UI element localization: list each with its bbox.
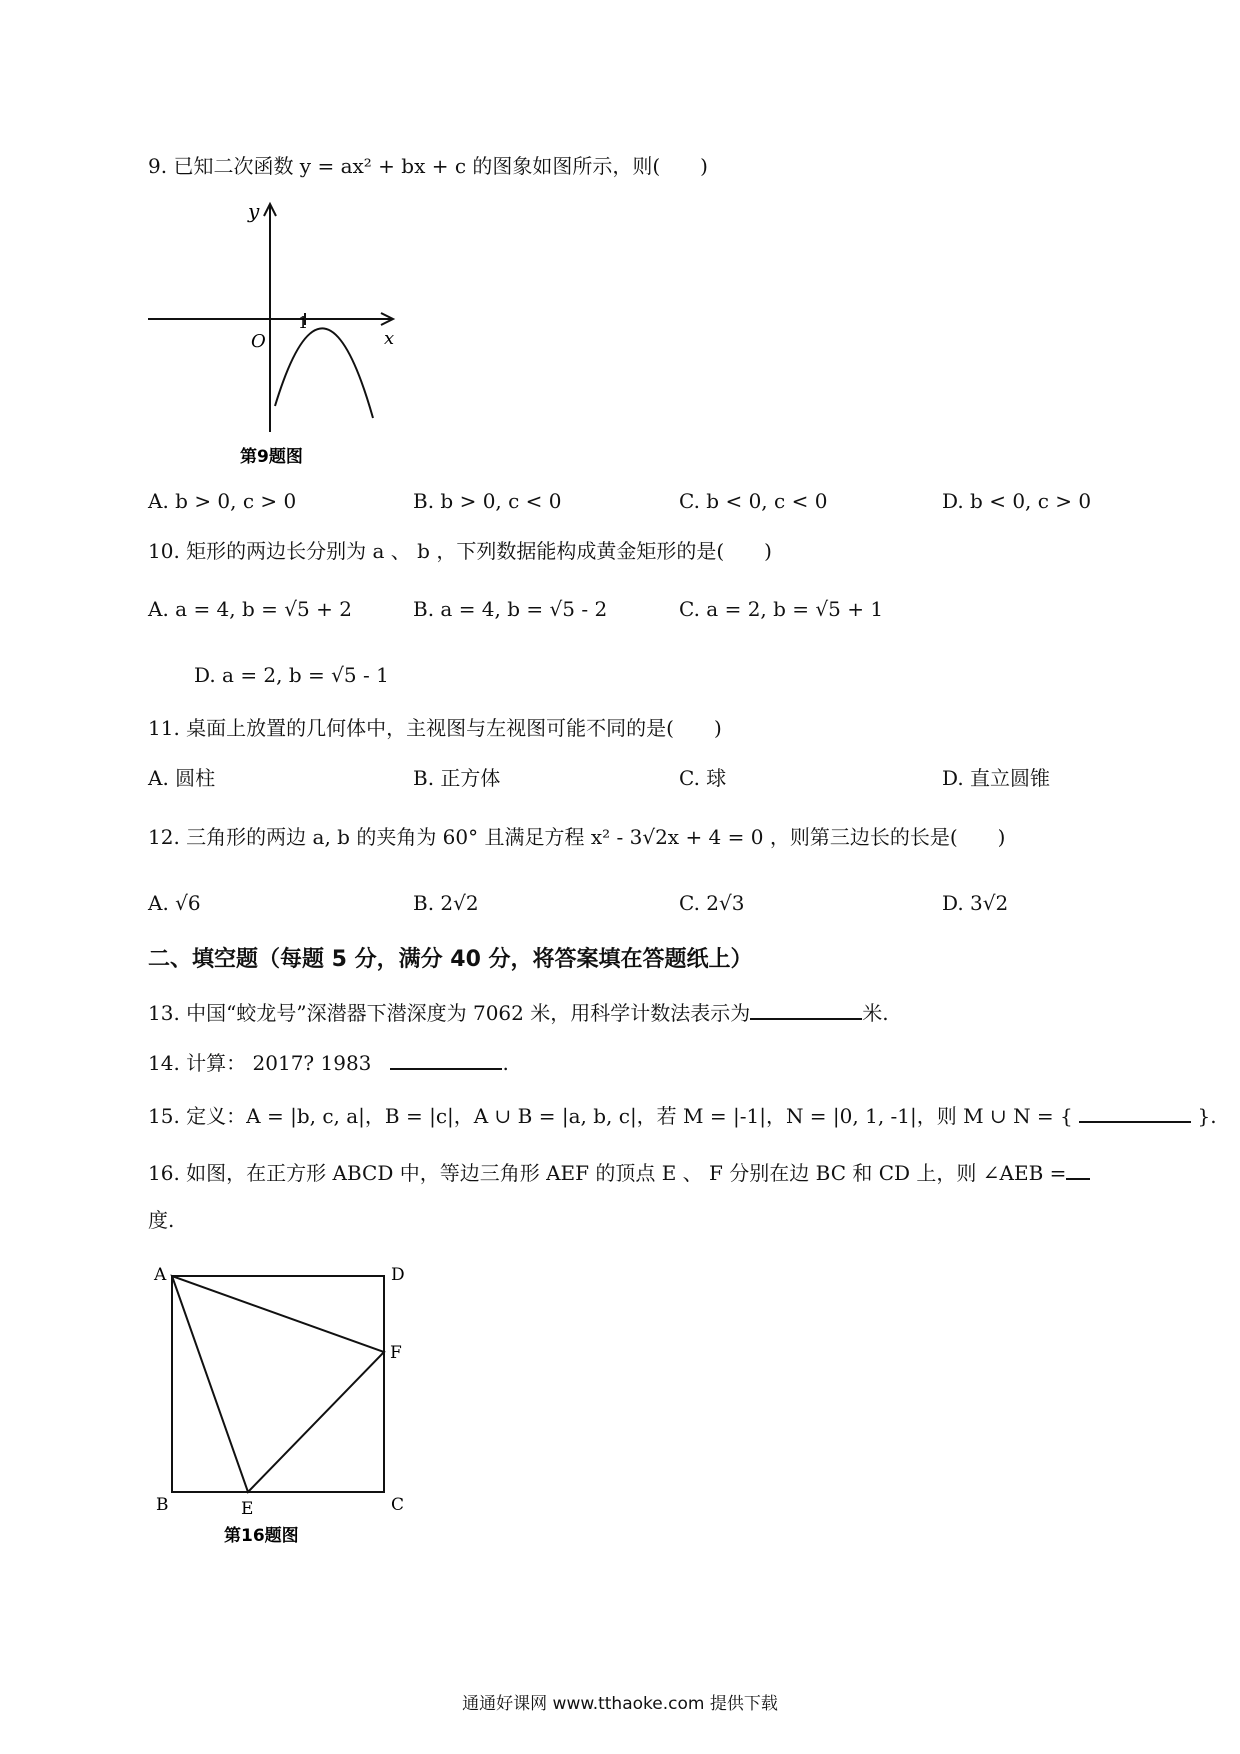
q11-option-b[interactable]: B. 正方体	[413, 766, 501, 790]
q13-answer-blank[interactable]	[750, 996, 862, 1020]
q15-text-after: }.	[1197, 1104, 1217, 1128]
q9-option-a[interactable]: A. b > 0, c > 0	[148, 489, 297, 513]
q16-figure-caption: 第16题图	[224, 1526, 299, 1546]
vertex-label-d: D	[391, 1265, 405, 1285]
q9-option-c[interactable]: C. b < 0, c < 0	[679, 489, 828, 513]
q10-option-d[interactable]: D. a = 2, b = √5 - 1	[194, 663, 389, 687]
q15-text-before: 15. 定义：A = |b, c, a|，B = |c|，A ∪ B = |a, b, c|，若 M = |-1|，N = |0, 1, -1|，则 M ∪ N = {	[148, 1104, 1073, 1128]
q13-text-before: 13. 中国“蛟龙号”深潜器下潜深度为 7062 米，用科学计数法表示为	[148, 1001, 751, 1025]
page-footer: 通通好课网 www.tthaoke.com 提供下载	[462, 1694, 778, 1714]
question-14	[148, 1046, 509, 1078]
q9-figure	[148, 200, 402, 470]
vertex-label-c: C	[391, 1495, 405, 1515]
question-11-stem: 11. 桌面上放置的几何体中，主视图与左视图可能不同的是( )	[148, 716, 722, 740]
question-16-line-2: 度.	[148, 1208, 175, 1232]
q9-option-d[interactable]: D. b < 0, c > 0	[942, 489, 1092, 513]
q11-option-a[interactable]: A. 圆柱	[148, 766, 216, 790]
q16-figure	[148, 1252, 410, 1552]
question-9-stem: 9. 已知二次函数 y = ax² + bx + c 的图象如图所示，则( )	[148, 154, 708, 178]
q16-answer-blank[interactable]	[1066, 1156, 1090, 1180]
y-axis-label: y	[248, 200, 260, 223]
question-12-stem: 12. 三角形的两边 a, b 的夹角为 60° 且满足方程 x² - 3√2x + 4 = 0 ，则第三边长的长是( )	[148, 825, 1006, 849]
q10-option-c[interactable]: C. a = 2, b = √5 + 1	[679, 597, 884, 621]
vertex-label-f: F	[390, 1343, 402, 1363]
q12-option-b[interactable]: B. 2√2	[413, 891, 479, 915]
q13-text-after: 米.	[862, 1001, 889, 1025]
vertex-label-b: B	[156, 1495, 169, 1515]
q9-figure-caption: 第9题图	[240, 447, 303, 467]
q14-text-before: 14. 计算： 2017? 1983	[148, 1051, 372, 1075]
q14-text-after: .	[502, 1051, 509, 1075]
vertex-label-a: A	[154, 1265, 167, 1285]
question-16-line-1	[148, 1156, 1090, 1188]
q12-option-a[interactable]: A. √6	[148, 891, 201, 915]
x-axis-label: x	[384, 328, 395, 349]
q10-option-a[interactable]: A. a = 4, b = √5 + 2	[148, 597, 352, 621]
question-15	[148, 1099, 1217, 1131]
q10-option-b[interactable]: B. a = 4, b = √5 - 2	[413, 597, 608, 621]
question-10-stem: 10. 矩形的两边长分别为 a 、 b ，下列数据能构成黄金矩形的是( )	[148, 539, 772, 563]
origin-label: O	[251, 331, 266, 352]
vertex-label-e: E	[241, 1499, 254, 1519]
q15-answer-blank[interactable]	[1079, 1099, 1191, 1123]
tick-label-1: 1	[298, 313, 309, 332]
q14-answer-blank[interactable]	[390, 1046, 502, 1070]
q16-text-line-1: 16. 如图，在正方形 ABCD 中，等边三角形 AEF 的顶点 E 、 F 分别在边 BC 和 CD 上，则 ∠AEB =	[148, 1161, 1067, 1185]
q11-option-d[interactable]: D. 直立圆锥	[942, 766, 1051, 790]
q11-option-c[interactable]: C. 球	[679, 766, 727, 790]
q12-option-d[interactable]: D. 3√2	[942, 891, 1009, 915]
question-13	[148, 996, 889, 1028]
q9-option-b[interactable]: B. b > 0, c < 0	[413, 489, 562, 513]
section-2-title: 二、填空题（每题 5 分，满分 40 分，将答案填在答题纸上）	[148, 947, 753, 972]
q12-option-c[interactable]: C. 2√3	[679, 891, 745, 915]
